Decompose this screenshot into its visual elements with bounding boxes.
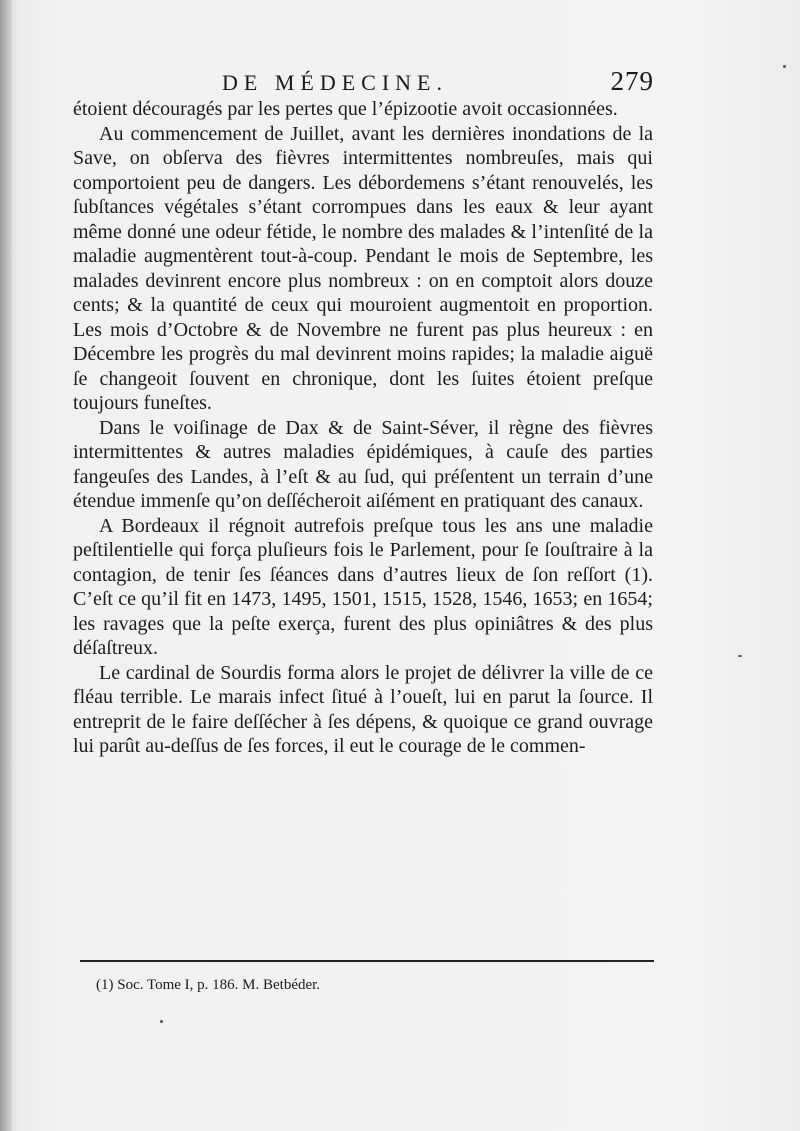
paragraph-bordeaux: A Bordeaux il régnoit autrefois preſque tous les ans une maladie peſtilentielle qui força pluſieurs fois le Parlement, pour ſe ſouſtraire à la contagion, de tenir ſes ſéances dans d’autres lieux de ſon reſſort (1). C’eſt ce qu’il fit en 1473, 1495, 1501, 1515, 1528, 1546, 1653; en 1654; les ravages que la peſte exerça, furent des plus opiniâtres & des plus déſaſtreux.: [73, 514, 653, 659]
paragraph-continuation: étoient découragés par les pertes que l’épizootie avoit occasionnées.: [73, 98, 618, 120]
footnote-rule: [80, 960, 654, 962]
page-spine-shadow: [0, 0, 12, 1131]
paragraph-dax: Dans le voiſinage de Dax & de Saint-Séver, il règne des fièvres intermittentes & autres maladies épidémiques, à cauſe des parties fangeuſes des Landes, à l’eſt & au ſud, qui préſentent un terrain d’une étendue immenſe qu’on deſſécheroit aiſément en pratiquant des canaux.: [73, 416, 653, 512]
paper-speck: [783, 65, 786, 68]
paper-speck: [160, 1020, 163, 1023]
paper-speck: [738, 655, 742, 657]
running-title: DE MÉDECINE.: [222, 70, 448, 95]
body-text: [73, 97, 653, 759]
paragraph-juillet: Au commencement de Juillet, avant les dernières inondations de la Save, on obſerva des fièvres intermittentes nombreuſes, mais qui comportoient peu de dangers. Les débordemens s’étant renouvelés, les ſubſtances végétales s’étant corrompues dans les eaux & leur ayant même donné une odeur fétide, le nombre des malades & l’intenſité de la maladie augmentèrent tout-à-coup. Pendant le mois de Septembre, les malades devinrent encore plus nombreux : on en comptoit alors douze cents; & la quantité de ceux qui mouroient augmentoit en proportion. Les mois d’Octobre & de Novembre ne furent pas plus heureux : en Décembre les progrès du mal devinrent moins rapides; la maladie aiguë ſe changeoit ſouvent en chronique, dont les ſuites étoient preſque toujours funeſtes.: [73, 122, 653, 414]
footnote: (1) Soc. Tome I, p. 186. M. Betbéder.: [96, 977, 321, 993]
paragraph-sourdis: Le cardinal de Sourdis forma alors le projet de délivrer la ville de ce fléau terrible. Le marais infect ſitué à l’oueſt, lui en parut la ſource. Il entreprit de le faire deſſécher à ſes dépens, & quoique ce grand ouvrage lui parût au-deſſus de ſes forces, il eut le courage de le commen-: [73, 661, 653, 757]
page-number: 279: [610, 66, 654, 96]
